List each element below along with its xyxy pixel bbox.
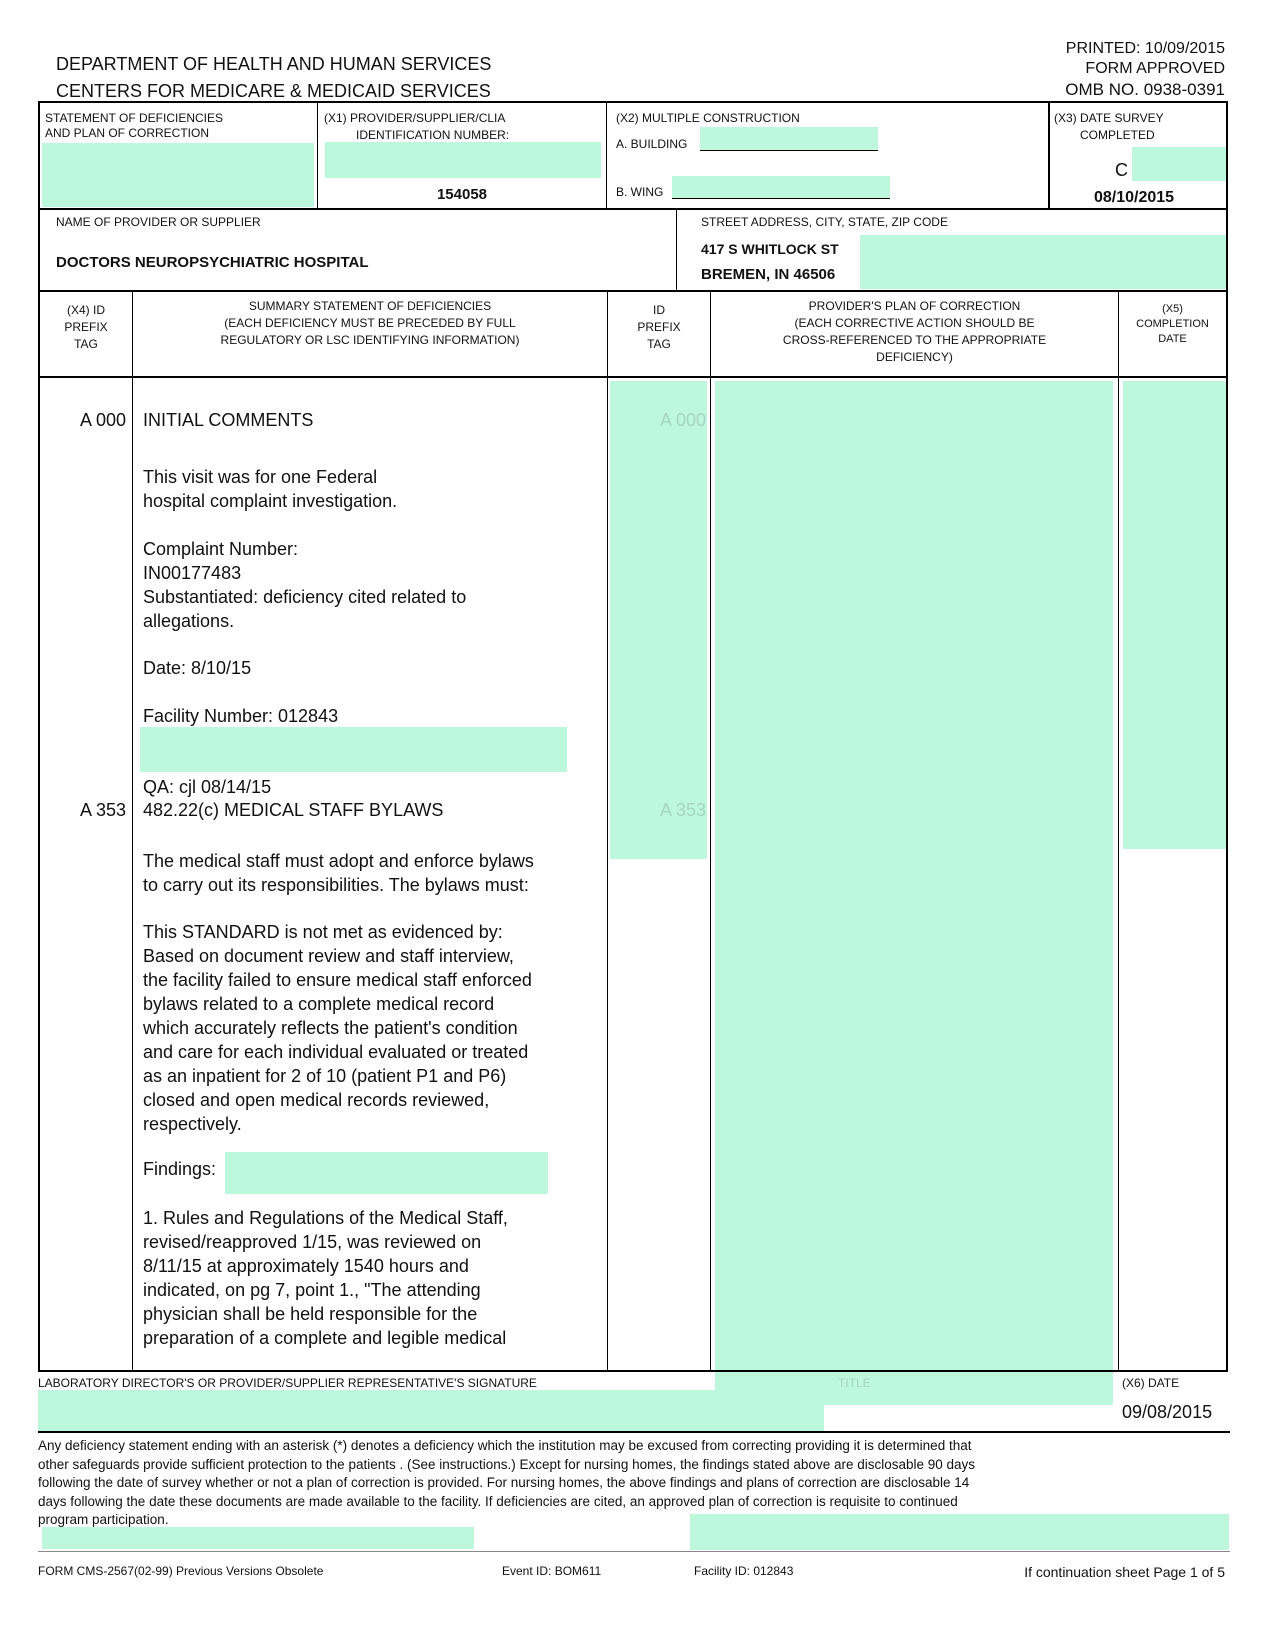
redacted-block	[860, 235, 1226, 289]
x1-label: (X1) PROVIDER/SUPPLIER/CLIA	[324, 111, 506, 125]
signature-date: 09/08/2015	[1122, 1402, 1213, 1422]
initial-comments-heading: INITIAL COMMENTS	[143, 410, 314, 430]
redacted-block	[140, 727, 567, 772]
form-approved: FORM APPROVED	[1085, 60, 1225, 77]
summary-header: SUMMARY STATEMENT OF DEFICIENCIES (EACH DEFICIENCY MUST BE PRECEDED BY FULL REGULATORY OR LSC IDENTIFYING INFORMATION)	[220, 299, 520, 347]
bylaws-requirement-text: The medical staff must adopt and enforce bylaws to carry out its responsibilities. The bylaws must:	[143, 851, 534, 895]
col-divider	[607, 291, 608, 1371]
facility-number-text: Facility Number: 012843	[143, 706, 339, 726]
row2-bottom-line	[38, 290, 1228, 292]
page-indicator: If continuation sheet Page 1 of 5	[1024, 1564, 1225, 1580]
redacted-block	[715, 381, 1113, 1405]
divider	[1048, 101, 1050, 209]
col-divider	[710, 291, 711, 1371]
facility-id: Facility ID: 012843	[694, 1564, 794, 1578]
building-underline	[700, 150, 878, 151]
tag-a000-right: A 000	[659, 410, 706, 430]
col-divider	[1118, 291, 1119, 1371]
provider-name: DOCTORS NEUROPSYCHIATRIC HOSPITAL	[56, 254, 369, 271]
redacted-block	[1132, 147, 1226, 181]
address-label: STREET ADDRESS, CITY, STATE, ZIP CODE	[701, 215, 948, 229]
x3-label-2: COMPLETED	[1080, 128, 1155, 142]
signature-row-top-line	[38, 1370, 1228, 1372]
redacted-block	[690, 1514, 1229, 1550]
building-label: A. BUILDING	[616, 137, 688, 151]
event-id: Event ID: BOM611	[502, 1564, 602, 1578]
city-state-zip: BREMEN, IN 46506	[701, 266, 836, 283]
standard-not-met-text: This STANDARD is not met as evidenced by: Based on document review and staff interview, the facility failed to ensure medical staff enforced bylaws related to a complete medical record which accurately reflects the patient's condition and care for each individual evaluated or treated as an inpatient for 2 of 10 (patient P1 and P6) closed and open medical records reviewed, respectively.	[143, 922, 532, 1134]
redacted-block	[325, 142, 601, 178]
omb-number: OMB NO. 0938-0391	[1065, 80, 1225, 99]
tag-a353: A 353	[79, 800, 126, 820]
tag-a000: A 000	[79, 410, 126, 430]
redacted-block	[42, 1527, 474, 1549]
signature-row-bottom-line	[38, 1431, 1230, 1433]
rules-regulations-text: 1. Rules and Regulations of the Medical Staff, revised/reapproved 1/15, was reviewed on 8/11/15 at approximately 1540 hours and indicated, on pg 7, point 1., "The attending physician shall be held responsible for the preparation of a complete and legible medical	[143, 1208, 508, 1348]
redacted-block	[672, 176, 890, 198]
visit-text: This visit was for one Federal hospital complaint investigation.	[143, 467, 398, 511]
redacted-block	[610, 381, 707, 859]
x2-label: (X2) MULTIPLE CONSTRUCTION	[616, 111, 800, 125]
x3-label: (X3) DATE SURVEY	[1054, 111, 1164, 125]
col-divider	[132, 291, 133, 1371]
redacted-block	[1123, 381, 1226, 849]
provider-number: 154058	[436, 186, 488, 203]
redacted-block	[42, 143, 314, 207]
survey-date: 08/10/2015	[1094, 189, 1175, 206]
footer-top-line	[38, 1551, 1230, 1552]
x1-label-2: IDENTIFICATION NUMBER:	[356, 128, 510, 142]
header-row-bottom-line	[38, 376, 1228, 378]
tag-a353-right: A 353	[659, 800, 706, 820]
printed-date: PRINTED: 10/09/2015	[1065, 40, 1225, 57]
statement-label: STATEMENT OF DEFICIENCIES AND PLAN OF CORRECTION	[45, 111, 224, 140]
date-text: Date: 8/10/15	[143, 658, 252, 678]
findings-label: Findings:	[143, 1159, 217, 1179]
divider	[676, 209, 677, 291]
x4-header: (X4) ID PREFIX TAG	[64, 303, 108, 351]
redacted-block	[225, 1152, 548, 1194]
bylaws-heading: 482.22(c) MEDICAL STAFF BYLAWS	[143, 800, 444, 820]
provider-name-label: NAME OF PROVIDER OR SUPPLIER	[56, 215, 261, 229]
disclaimer-text: Any deficiency statement ending with an asterisk (*) denotes a deficiency which the institution may be excused from correcting providing it is determined that other safeguards provide sufficient protection to the patients . (See instructions.) Except for nursing homes, the findings stated above are disclosable 90 days following the date of survey whether or not a plan of correction is provided. For nursing homes, the above findings and plans of correction are disclosable 14 days following the date these documents are made available to the facility. If deficiencies are cited, an approved plan of correction is requisite to continued program participation.	[38, 1438, 976, 1527]
title-label: TITLE	[838, 1376, 871, 1390]
redacted-block	[38, 1390, 824, 1432]
wing-underline	[672, 198, 890, 199]
divider	[606, 101, 607, 209]
department-line-1: DEPARTMENT OF HEALTH AND HUMAN SERVICES	[56, 54, 492, 74]
wing-label: B. WING	[616, 185, 664, 199]
x3-letter: C	[1115, 160, 1128, 180]
department-line-2: CENTERS FOR MEDICARE & MEDICAID SERVICES	[56, 81, 491, 101]
id-header: ID PREFIX TAG	[637, 303, 681, 351]
plan-header: PROVIDER'S PLAN OF CORRECTION (EACH CORRECTIVE ACTION SHOULD BE CROSS-REFERENCED TO THE APPROPRIATE DEFICIENCY)	[782, 299, 1047, 364]
qa-text: QA: cjl 08/14/15	[143, 777, 272, 797]
redacted-block	[700, 127, 878, 150]
row1-bottom-line	[38, 208, 1228, 210]
street-address: 417 S WHITLOCK ST	[701, 241, 839, 257]
signature-label: LABORATORY DIRECTOR'S OR PROVIDER/SUPPLIER REPRESENTATIVE'S SIGNATURE	[38, 1376, 537, 1390]
x5-header: (X5) COMPLETION DATE	[1136, 303, 1209, 345]
complaint-text: Complaint Number: IN00177483 Substantiated: deficiency cited related to allegations.	[143, 539, 467, 631]
form-id: FORM CMS-2567(02-99) Previous Versions Obsolete	[38, 1564, 324, 1578]
x6-date-label: (X6) DATE	[1122, 1376, 1180, 1390]
